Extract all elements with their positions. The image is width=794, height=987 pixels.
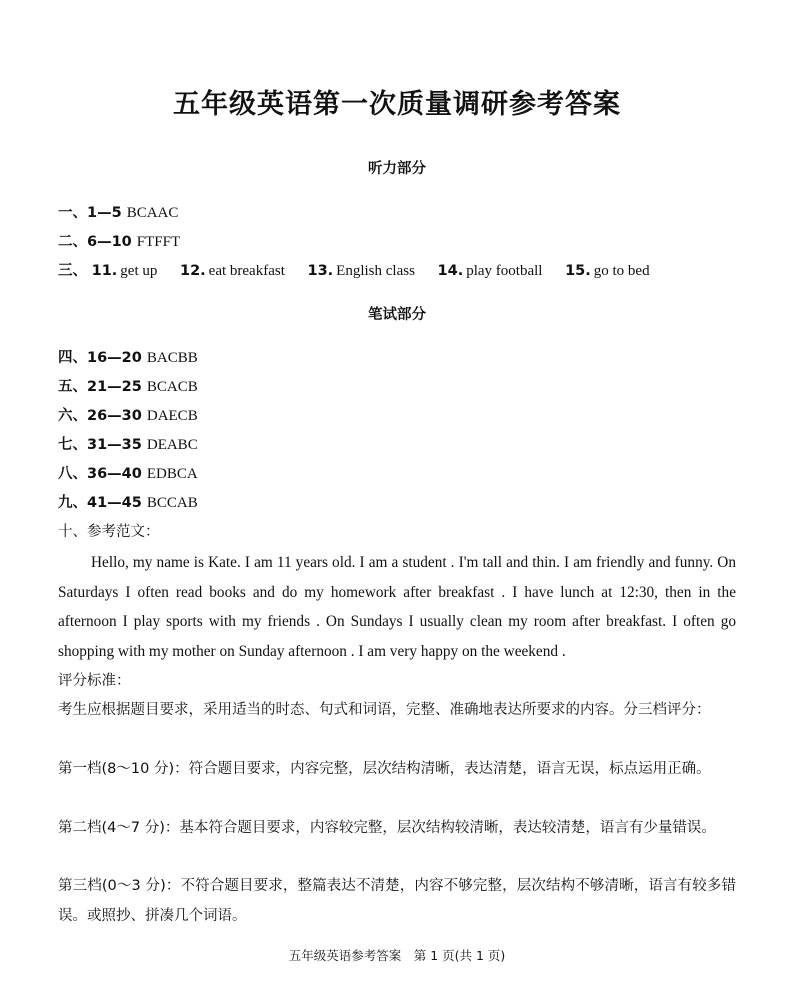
page-title: 五年级英语第一次质量调研参考答案 <box>173 89 621 120</box>
criteria-intro: 考生应根据题目要求，采用适当的时态、句式和词语，完整、准确地表达所要求的内容。分三档评分： <box>58 702 711 718</box>
question-range: 26—30 <box>87 408 142 424</box>
question-label: 二、 <box>58 234 87 250</box>
phrase-answers <box>87 263 668 279</box>
answer-text: DEABC <box>146 437 198 453</box>
grade-level-2: 第二档(4～7 分)：基本符合题目要求，内容较完整，层次结构较清晰，表达较清楚，语言有少量错误。 <box>58 820 716 836</box>
question-label: 四、 <box>58 350 87 366</box>
item-number: 14. <box>437 263 464 279</box>
question-range: 16—20 <box>87 350 142 366</box>
phrase-answer-item <box>92 263 158 279</box>
question-label: 一、 <box>58 205 87 221</box>
question-label: 十、参考范文： <box>58 524 160 540</box>
sample-essay: Hello, my name is Kate. I am 11 years old. I am a student . I'm tall and thin. I am friendly and funny. On Saturdays I often read books and do my homework after breakfast . I have lunch at 12:30, then in the afternoon I play sports with my friends . On Sundays I usually clean my room after breakfast. I often go shopping with my mother on Sunday afternoon . I am very happy on the weekend . <box>58 554 736 660</box>
grade-level-3: 第三档(0～3 分)：不符合题目要求，整篇表达不清楚，内容不够完整，层次结构不够清晰，语言有较多错误。或照抄、拼凑几个词语。 <box>58 878 736 924</box>
answer-line-5 <box>58 375 198 396</box>
question-label: 三、 <box>58 263 87 279</box>
question-range: 21—25 <box>87 379 142 395</box>
answer-text: BCCAB <box>146 495 198 511</box>
listening-section-heading: 听力部分 <box>368 161 426 177</box>
answer-line-7 <box>58 433 198 454</box>
question-label: 七、 <box>58 437 87 453</box>
answer-line-8 <box>58 462 198 483</box>
question-label: 九、 <box>58 495 87 511</box>
item-text: go to bed <box>593 263 650 279</box>
item-number: 12. <box>179 263 206 279</box>
answer-line-6 <box>58 404 198 425</box>
question-label: 五、 <box>58 379 87 395</box>
item-text: English class <box>336 263 415 279</box>
answer-text: BCAAC <box>126 205 179 221</box>
question-label: 六、 <box>58 408 87 424</box>
item-number: 11. <box>91 263 118 279</box>
phrase-answer-item <box>565 263 650 279</box>
item-number: 13. <box>307 263 334 279</box>
question-range: 6—10 <box>87 234 132 250</box>
phrase-answer-item <box>307 263 414 279</box>
answer-line-3 <box>58 259 668 280</box>
answer-line-2 <box>58 230 180 251</box>
answer-line-1 <box>58 201 178 222</box>
grade-level-1: 第一档(8～10 分)：符合题目要求，内容完整，层次结构清晰，表达清楚，语言无误，标点运用正确。 <box>58 761 711 777</box>
answer-line-4 <box>58 346 198 367</box>
answer-text: BACBB <box>146 350 198 366</box>
criteria-heading: 评分标准： <box>58 673 131 689</box>
page-footer: 五年级英语参考答案 第 1 页(共 1 页) <box>288 948 506 963</box>
item-text: get up <box>120 263 158 279</box>
question-range: 31—35 <box>87 437 142 453</box>
answer-text: BCACB <box>146 379 198 395</box>
writing-section-heading: 笔试部分 <box>368 307 426 323</box>
item-text: eat breakfast <box>208 263 285 279</box>
question-range: 41—45 <box>87 495 142 511</box>
sample-essay-label <box>58 520 160 541</box>
question-range: 1—5 <box>87 205 122 221</box>
answer-text: DAECB <box>146 408 198 424</box>
answer-line-9 <box>58 491 198 512</box>
answer-text: FTFFT <box>136 234 181 250</box>
question-label: 八、 <box>58 466 87 482</box>
item-number: 15. <box>565 263 591 279</box>
item-text: play football <box>466 263 543 279</box>
question-range: 36—40 <box>87 466 142 482</box>
phrase-answer-item <box>180 263 285 279</box>
phrase-answer-item <box>438 263 543 279</box>
answer-text: EDBCA <box>146 466 198 482</box>
